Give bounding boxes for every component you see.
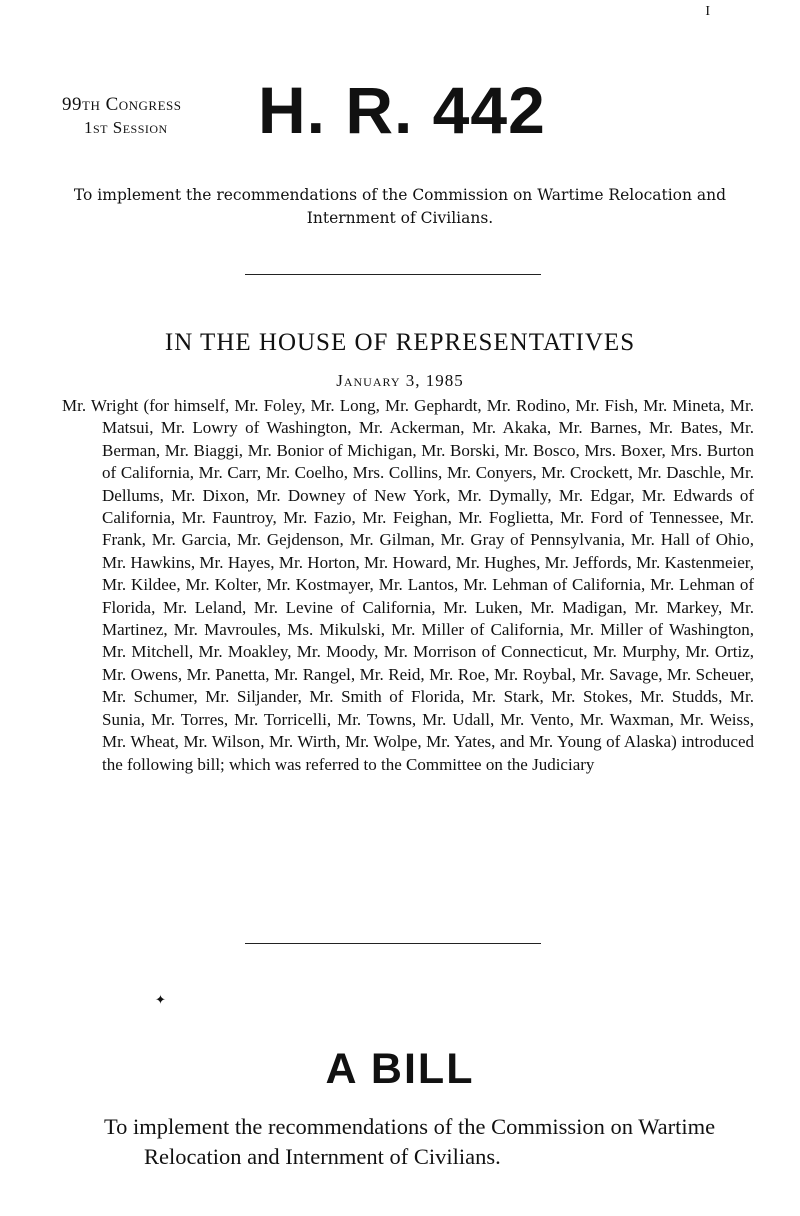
bill-title: To implement the recommendations of the Commission on Wartime Relocation and Internment of Civilians. xyxy=(104,1114,716,1169)
chamber-heading: IN THE HOUSE OF REPRESENTATIVES xyxy=(164,329,636,356)
divider-bottom xyxy=(245,943,541,944)
congress-session-block xyxy=(62,93,182,139)
margin-mark-icon: ✦ xyxy=(155,993,166,1008)
purpose-statement: To implement the recommendations of the Commission on Wartime Relocation and Internment of Civilians. xyxy=(73,186,727,227)
introduction-date: January 3, 1985 xyxy=(336,371,464,390)
sponsors-paragraph: Mr. Wright (for himself, Mr. Foley, Mr. Long, Mr. Gephardt, Mr. Rodino, Mr. Fish, Mr. Mineta, Mr. Matsui, Mr. Lowry of Washington, Mr. Ackerman, Mr. Akaka, Mr. Barnes, Mr. Bates, Mr. Berman, Mr. Biaggi, Mr. Bonior of Michigan, Mr. Borski, Mr. Bosco, Mrs. Boxer, Mrs. Burton of California, Mr. Carr, Mr. Coelho, Mrs. Collins, Mr. Conyers, Mr. Crockett, Mr. Daschle, Mr. Dellums, Mr. Dixon, Mr. Downey of New York, Mr. Dymally, Mr. Edgar, Mr. Edwards of California, Mr. Fauntroy, Mr. Fazio, Mr. Feighan, Mr. Foglietta, Mr. Ford of Tennessee, Mr. Frank, Mr. Garcia, Mr. Gejdenson, Mr. Gilman, Mr. Gray of Pennsylvania, Mr. Hall of Ohio, Mr. Hawkins, Mr. Hayes, Mr. Horton, Mr. Howard, Mr. Hughes, Mr. Jeffords, Mr. Kastenmeier, Mr. Kildee, Mr. Kolter, Mr. Kostmayer, Mr. Lantos, Mr. Lehman of California, Mr. Lehman of Florida, Mr. Leland, Mr. Levine of California, Mr. Luken, Mr. Madigan, Mr. Markey, Mr. Martinez, Mr. Mavroules, Ms. Mikulski, Mr. Miller of California, Mr. Miller of Washington, Mr. Mitchell, Mr. Moakley, Mr. Moody, Mr. Morrison of Connecticut, Mr. Murphy, Mr. Ortiz, Mr. Owens, Mr. Panetta, Mr. Rangel, Mr. Reid, Mr. Roe, Mr. Roybal, Mr. Savage, Mr. Scheuer, Mr. Schumer, Mr. Siljander, Mr. Smith of Florida, Mr. Stark, Mr. Stokes, Mr. Studds, Mr. Sunia, Mr. Torres, Mr. Torricelli, Mr. Towns, Mr. Udall, Mr. Vento, Mr. Waxman, Mr. Weiss, Mr. Wheat, Mr. Wilson, Mr. Wirth, Mr. Wolpe, Mr. Yates, and Mr. Young of Alaska) introduced the following bill; which was referred to the Committee on the Judiciary xyxy=(62,396,754,774)
page-mark: I xyxy=(705,4,710,19)
a-bill-heading: A BILL xyxy=(325,1045,475,1093)
bill-number: H. R. 442 xyxy=(258,73,546,147)
divider-top xyxy=(245,274,541,275)
session-label: 1st Session xyxy=(84,118,168,137)
congress-label: 99th Congress xyxy=(62,94,182,115)
